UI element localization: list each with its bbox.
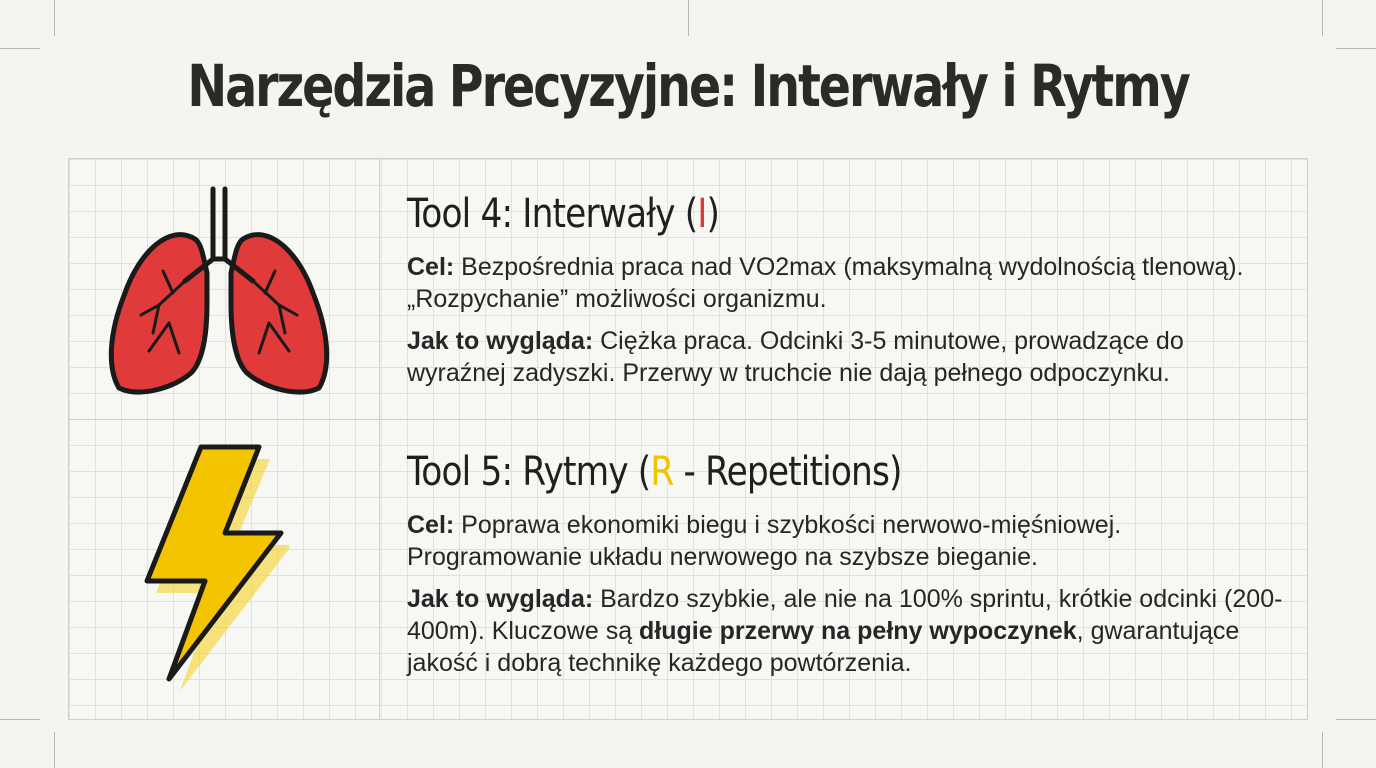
crop-mark (54, 732, 55, 768)
tool-4-letter: I (697, 191, 707, 237)
crop-mark (54, 0, 55, 36)
crop-mark (1322, 0, 1323, 36)
row-divider (69, 419, 1307, 420)
crop-mark (1336, 719, 1376, 720)
crop-mark (0, 48, 40, 49)
tool-4-goal: Cel: Bezpośrednia praca nad VO2max (maksymalną wydolnością tlenową). „Rozpychanie” możliwości organizmu. (407, 253, 1244, 313)
tool-5-goal: Cel: Poprawa ekonomiki biegu i szybkości nerwowo-mięśniowej. Programowanie układu nerwowego na szybsze bieganie. (407, 511, 1122, 571)
tool-5-letter: R (650, 449, 674, 495)
tool-5-heading: Tool 5: Rytmy (R - Repetitions) (407, 449, 902, 495)
lungs-icon (99, 183, 339, 403)
tool-5-block (407, 449, 1287, 689)
tool-4-heading: Tool 4: Interwały (I) (407, 191, 720, 237)
crop-mark (688, 0, 689, 36)
page-title: Narzędzia Precyzyjne: Interwały i Rytmy (187, 52, 1189, 120)
crop-mark (1336, 48, 1376, 49)
content-board (68, 158, 1308, 720)
crop-mark (1322, 732, 1323, 768)
lightning-bolt-icon (139, 441, 289, 691)
crop-mark (0, 719, 40, 720)
tool-5-description: Jak to wygląda: Bardzo szybkie, ale nie na 100% sprintu, krótkie odcinki (200-400m). Kluczowe są długie przerwy na pełny wypoczynek, gwarantujące jakość i dobrą technikę każdego powtórzenia. (407, 585, 1283, 677)
tool-4-block (407, 191, 1287, 399)
column-divider (379, 159, 380, 719)
tool-4-description: Jak to wygląda: Ciężka praca. Odcinki 3-5 minutowe, prowadzące do wyraźnej zadyszki. Przerwy w truchcie nie dają pełnego odpoczynku. (407, 327, 1184, 387)
